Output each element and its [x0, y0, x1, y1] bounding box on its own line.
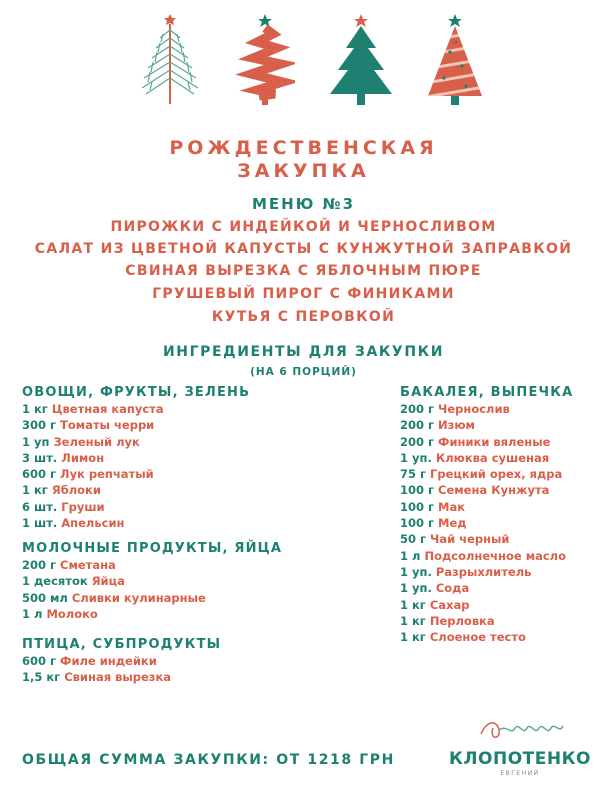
christmas-trees-banner — [0, 0, 607, 120]
whisk-logo-icon — [477, 714, 567, 748]
item-qty: 1 десяток — [22, 574, 88, 589]
item-name: Перловка — [429, 613, 495, 628]
list-item — [22, 450, 164, 466]
ingredient-list-grocery — [400, 401, 566, 645]
striped-tree-icon — [420, 12, 490, 108]
item-qty: 3 шт. — [22, 450, 58, 465]
item-qty: 300 г — [22, 418, 57, 433]
ingredient-list-poultry — [22, 653, 171, 686]
item-qty: 100 г — [400, 483, 435, 498]
ingredients-title: ИНГРЕДИЕНТЫ ДЛЯ ЗАКУПКИ — [162, 344, 445, 360]
list-item — [400, 597, 566, 613]
pine-tree-icon — [130, 12, 210, 108]
menu-item: КУТЬЯ С ПЕРОВКОЙ — [211, 309, 396, 325]
logo-subtitle: ЕВГЕНИЙ — [500, 770, 540, 777]
item-name: Чай черный — [430, 532, 510, 547]
list-item — [400, 580, 566, 596]
ingredient-list-veg — [22, 401, 164, 531]
item-name: Мед — [438, 516, 467, 531]
item-qty: 200 г — [400, 418, 435, 433]
section-title-dairy: МОЛОЧНЫЕ ПРОДУКТЫ, ЯЙЦА — [22, 541, 283, 556]
item-qty: 100 г — [400, 516, 435, 531]
list-item — [22, 417, 164, 433]
item-qty: 100 г — [400, 499, 435, 514]
item-qty: 1 кг — [400, 597, 426, 612]
total-sum: ОБЩАЯ СУММА ЗАКУПКИ: ОТ 1218 ГРН — [22, 752, 395, 768]
list-item — [22, 466, 164, 482]
list-item — [400, 499, 566, 515]
menu-label: МЕНЮ №3 — [251, 195, 356, 213]
item-qty: 1 уп. — [400, 581, 432, 596]
item-name: Лук репчатый — [60, 467, 154, 482]
item-name: Чернослив — [438, 402, 510, 416]
item-qty: 50 г — [400, 532, 427, 547]
item-name: Мак — [438, 499, 466, 514]
menu-item: ПИРОЖКИ С ИНДЕЙКОЙ И ЧЕРНОСЛИВОМ — [110, 219, 497, 235]
item-qty: 500 мл — [22, 590, 68, 605]
section-title-poultry: ПТИЦА, СУБПРОДУКТЫ — [22, 637, 222, 652]
item-qty: 1 л — [400, 548, 421, 563]
list-item — [22, 606, 206, 622]
menu-item: САЛАТ ИЗ ЦВЕТНОЙ КАПУСТЫ С КУНЖУТНОЙ ЗАПРАВКОЙ — [34, 241, 573, 257]
section-title-grocery: БАКАЛЕЯ, ВЫПЕЧКА — [400, 385, 574, 400]
list-item — [22, 401, 164, 417]
list-item — [22, 573, 206, 589]
list-item — [400, 434, 566, 450]
list-item — [22, 499, 164, 515]
section-title-veg: ОВОЩИ, ФРУКТЫ, ЗЕЛЕНЬ — [22, 385, 251, 400]
item-name: Изюм — [438, 418, 475, 433]
item-name: Свиная вырезка — [64, 670, 172, 685]
item-qty: 1 кг — [400, 630, 426, 645]
item-name: Цветная капуста — [51, 402, 164, 416]
list-item — [22, 482, 164, 498]
list-item — [400, 450, 566, 466]
item-name: Зеленый лук — [53, 434, 140, 449]
list-item — [400, 401, 566, 417]
item-qty: 1 кг — [400, 613, 426, 628]
list-item — [22, 669, 171, 685]
item-qty: 1 кг — [22, 402, 48, 416]
item-name: Сметана — [60, 558, 116, 572]
list-item — [400, 548, 566, 564]
list-item — [22, 590, 206, 606]
item-qty: 75 г — [400, 467, 427, 482]
item-name: Сахар — [429, 597, 470, 612]
item-qty: 1 кг — [22, 483, 48, 498]
ingredient-list-dairy — [22, 557, 206, 622]
fir-tree-icon — [326, 12, 396, 108]
list-item — [400, 564, 566, 580]
list-item — [22, 557, 206, 573]
item-qty: 6 шт. — [22, 499, 58, 514]
item-qty: 1 л — [22, 606, 43, 621]
item-name: Грецкий орех, ядра — [430, 467, 563, 482]
item-name: Подсолнечное масло — [424, 548, 566, 563]
item-qty: 1 уп — [22, 434, 50, 449]
item-qty: 1 шт. — [22, 516, 58, 531]
brand-logo — [445, 712, 595, 782]
item-name: Сливки кулинарные — [71, 590, 206, 605]
menu-item: СВИНАЯ ВЫРЕЗКА С ЯБЛОЧНЫМ ПЮРЕ — [125, 263, 482, 279]
list-item — [400, 482, 566, 498]
item-qty: 600 г — [22, 467, 57, 482]
item-name: Молоко — [46, 606, 98, 621]
item-name: Лимон — [61, 450, 105, 465]
item-name: Клюква сушеная — [435, 450, 550, 465]
list-item — [400, 417, 566, 433]
logo-name: КЛОПОТЕНКО — [449, 749, 591, 769]
list-item — [400, 613, 566, 629]
item-name: Семена Кунжута — [438, 483, 550, 498]
item-qty: 200 г — [22, 558, 57, 572]
menu-item: ГРУШЕВЫЙ ПИРОГ С ФИНИКАМИ — [152, 286, 455, 302]
item-name: Филе индейки — [60, 654, 157, 668]
servings-note: (НА 6 ПОРЦИЙ) — [250, 366, 357, 378]
item-name: Томаты черри — [60, 418, 155, 433]
item-name: Слоеное тесто — [429, 630, 526, 645]
item-name: Сода — [435, 581, 470, 596]
list-item — [400, 629, 566, 645]
item-name: Яблоки — [51, 483, 101, 498]
list-item — [400, 466, 566, 482]
list-item — [400, 531, 566, 547]
item-qty: 1,5 кг — [22, 670, 61, 685]
page-title-line2: ЗАКУПКА — [237, 160, 370, 182]
item-name: Апельсин — [61, 516, 125, 531]
item-qty: 1 уп. — [400, 450, 432, 465]
page-title-line1: РОЖДЕСТВЕНСКАЯ — [169, 137, 438, 159]
item-name: Финики вяленые — [438, 434, 551, 449]
item-qty: 200 г — [400, 402, 435, 416]
item-qty: 1 уп. — [400, 564, 432, 579]
item-name: Груши — [61, 499, 105, 514]
list-item — [22, 434, 164, 450]
item-name: Яйца — [91, 574, 125, 589]
list-item — [400, 515, 566, 531]
list-item — [22, 515, 164, 531]
ribbon-tree-icon — [235, 12, 295, 108]
item-qty: 600 г — [22, 654, 57, 668]
item-qty: 200 г — [400, 434, 435, 449]
item-name: Разрыхлитель — [435, 564, 532, 579]
list-item — [22, 653, 171, 669]
